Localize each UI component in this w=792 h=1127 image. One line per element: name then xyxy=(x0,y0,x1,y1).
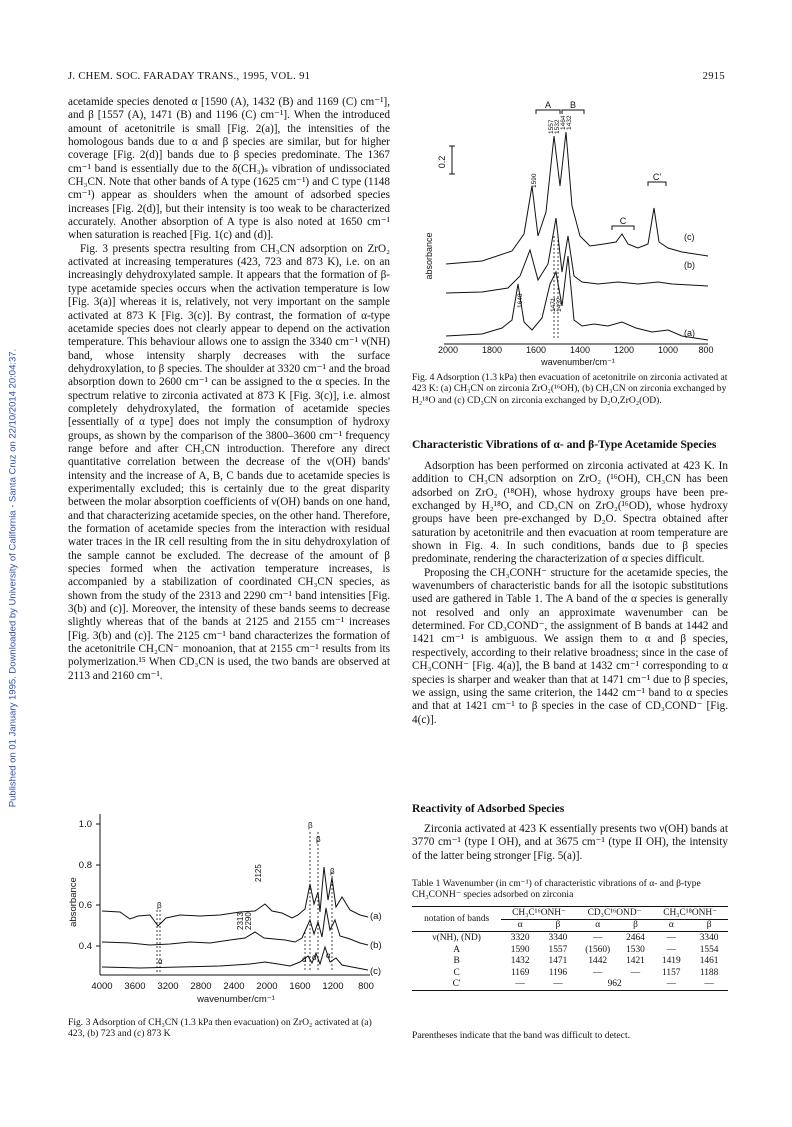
download-watermark-text: Published on 01 January 1995. Downloaded by University of California - Santa Cruz on 22/10/2014 20:04:37. xyxy=(7,348,19,808)
table-1 xyxy=(412,906,728,991)
y-axis-label: absorbance xyxy=(424,232,434,280)
table-row-label: B xyxy=(453,956,460,967)
table-cell: 1530 xyxy=(626,944,645,955)
section-heading: Reactivity of Adsorbed Species xyxy=(412,802,565,815)
figure-3-plot xyxy=(60,812,390,1024)
x-tick-label: 2400 xyxy=(223,981,245,992)
table-group-header: CH₃C¹⁸ONH⁻ xyxy=(652,907,728,920)
greek-label: β xyxy=(157,901,162,910)
table-row-header: notation of bands xyxy=(412,907,501,932)
table-cell: 1442 xyxy=(588,956,608,967)
x-tick-label: 1000 xyxy=(657,345,679,355)
table-cell: 1590 xyxy=(510,944,530,955)
page-number: 2915 xyxy=(702,71,725,82)
x-tick-label: 1800 xyxy=(481,345,503,355)
table-row-label: C' xyxy=(452,979,461,990)
table-1-caption: Table 1 Wavenumber (in cm⁻¹) of characteristic vibrations of α- and β-type CH₃CONH⁻ species adsorbed on zirconia xyxy=(412,878,701,901)
band-group-label: B xyxy=(569,100,577,110)
x-tick-label: 4000 xyxy=(91,981,113,992)
y-tick-label: 0.8 xyxy=(78,860,92,871)
band-label: 2313 xyxy=(236,912,245,930)
x-tick-label: 2000 xyxy=(256,981,278,992)
table-cell: 3340 xyxy=(548,932,568,943)
table-cell: — xyxy=(666,932,676,943)
running-head: J. CHEM. SOC. FARADAY TRANS., 1995, VOL. 91 xyxy=(68,71,311,82)
table-body xyxy=(412,932,728,991)
table-subheader: α xyxy=(668,920,674,931)
paragraph: Zirconia activated at 423 K essentially presents two ν(OH) bands at 3770 cm⁻¹ (type I OH), and at 3675 cm⁻¹ (type II OH), the intensity of the latter being stronger [Fig. 5(a)]. xyxy=(412,823,728,862)
table-cell: 2464 xyxy=(626,932,645,943)
table-1-footnote: Parentheses indicate that the band was difficult to detect. xyxy=(412,1030,631,1041)
table-cell: — xyxy=(593,967,603,978)
table-cell: (1560) xyxy=(585,944,611,955)
x-tick-label: 1600 xyxy=(289,981,311,992)
band-label: 1648 xyxy=(517,293,524,308)
y-tick-label: 0.4 xyxy=(78,941,92,952)
curve-label: (a) xyxy=(684,328,695,338)
table-row-label: C xyxy=(453,967,460,978)
table-group-header: CD₃C¹⁶OND⁻ xyxy=(577,907,653,920)
band-label: 1432 xyxy=(556,297,563,312)
curve-label: (c) xyxy=(684,232,695,242)
band-group-label: C' xyxy=(652,172,662,182)
band-label: 1557 xyxy=(548,119,555,134)
paragraph: Fig. 3 presents spectra resulting from CH₃CN adsorption on ZrO₂ activated at increasing temperatures (423, 723 and 873 K), i.e. on an increasingly dehydroxylated sample. It appears that the formation of β-type acetamide species occurs when the activation temperature is low [Fig. 3(a)] whereas it is, relatively, not very important on the sample activated at 873 K [Fig. 3(c)]. By contrast, the formation of α-type acetamide species does not clearly appear to depend on the activation temperature. This behaviour allows one to assign the 3340 cm⁻¹ ν(NH) band, whose intensity sharply decreases with the surface dehydroxylation, to β species. The shoulder at 3320 cm⁻¹ and the broad absorption down to 2600 cm⁻¹ can be assigned to the α species. In the spectrum relative to zirconia activated at 873 K [Fig. 3(c)], i.e. almost completely dehydroxylated, the formation of acetamide species [essentially of α type] does not imply the consumption of hydroxy groups, as shown by the comparison of the 3800–3600 cm⁻¹ frequency range before and after CH₃CN introduction. Therefore any direct quantitative correlation between the decrease of the ν(OH) bands' intensity and the increase of A, B, C bands due to acetamide species is experimentally excluded; this is certainly due to the great disparity between the molar absorption coefficients of ν(OH) bands on one hand, and that characterizing acetamide species, on the other hand. Therefore, the formation of acetamide species from the interaction with residual water traces in the IR cell resulting from the in situ dehydroxylation of the sample cannot be excluded. The decrease of the amount of β species formed when the activation temperature increases, is accompanied by a stabilization of coordinated CH₃CN species, as shown from the study of the 2313 and 2290 cm⁻¹ band intensities [Fig. 3(b) and (c)]. Moreover, the intensity of these bands seems to decrease slightly whereas that of the bands at 2125 and 2155 cm⁻¹ increases [Fig. 3(b) and (c)]. The 2125 cm⁻¹ band characterizes the formation of the acetonitrile CH₂CN⁻ monoanion, that at 2155 cm⁻¹ results from its polymerization.¹⁵ When CD₃CN is used, the two bands are observed at 2113 and 2160 cm⁻¹. xyxy=(68,242,390,682)
x-axis-label: wavenumber/cm⁻¹ xyxy=(197,994,275,1005)
table-cell: 1471 xyxy=(548,956,568,967)
table-cell: 1188 xyxy=(699,967,719,978)
band-label: 1464 xyxy=(560,115,567,130)
y-tick-label: 1.0 xyxy=(78,819,92,830)
left-column xyxy=(68,96,390,683)
table-row xyxy=(412,944,728,956)
scale-bar-label: 0.2 xyxy=(437,155,447,169)
x-tick-label: 3600 xyxy=(124,981,146,992)
figure-4 xyxy=(412,96,728,368)
figure-4-caption: Fig. 4 Adsorption (1.3 kPa) then evacuation of acetonitrile on zirconia activated at 423 K: (a) CH₃CN on zirconia ZrO₂(¹⁶OH), (b) CH₃CN on zirconia exchanged by H₂¹⁸O and (c) CD₃CN on zirconia exchanged by D₂O,ZrO₂(OD). xyxy=(412,372,728,406)
table-cell: — xyxy=(515,979,525,990)
greek-label: β xyxy=(316,835,321,844)
table-cell: 1421 xyxy=(626,956,645,967)
greek-label: α xyxy=(312,953,317,962)
curve-label: (b) xyxy=(684,260,695,270)
x-tick-label: 800 xyxy=(358,981,374,992)
band-label: 1532 xyxy=(554,119,561,134)
band-group-label: A xyxy=(544,100,552,110)
greek-label: α xyxy=(326,951,331,960)
x-tick-label: 2800 xyxy=(190,981,212,992)
band-group-label: C xyxy=(619,216,627,226)
section-heading: Characteristic Vibrations of α- and β-Type Acetamide Species xyxy=(412,438,717,451)
table-cell: 1557 xyxy=(548,944,568,955)
greek-label: α xyxy=(158,957,163,966)
curve-label: (b) xyxy=(370,940,382,951)
table-cell: 1169 xyxy=(510,967,530,978)
paragraph: acetamide species denoted α [1590 (A), 1432 (B) and 1169 (C) cm⁻¹], and β [1557 (A), 1471 (B) and 1196 (C) cm⁻¹]. When the introduced amount of acetonitrile is small [Fig. 2(a)], the intensities of the homologous bands due to α and β species are similar, but for higher coverage [Fig. 2(d)] bands due to β species predominate. The 1367 cm⁻¹ band is essentially due to the δ(CH₃)ₛ vibration of undissociated CH₃CN. Note that other bands of A type (1625 cm⁻¹) and C type (1148 cm⁻¹) appear as shoulders when the amount of adsorbed species increases [Fig. 2(d)], but their intensity is too weak to be characterized accurately. Another absorption of A type is also noted at 1650 cm⁻¹ when saturation is reached [Fig. 1(c) and (d)]. xyxy=(68,96,390,242)
table-row xyxy=(412,932,728,944)
table-cell: 1157 xyxy=(662,967,681,978)
table-row xyxy=(412,967,728,979)
table-row xyxy=(412,955,728,967)
right-column-section-2 xyxy=(412,823,728,863)
x-tick-label: 800 xyxy=(698,345,714,355)
table-cell: 3340 xyxy=(699,932,719,943)
x-tick-label: 1600 xyxy=(525,345,547,355)
table-cell: 1196 xyxy=(548,967,568,978)
band-label: 1471 xyxy=(550,297,557,312)
figure-4-plot xyxy=(412,96,728,368)
table-row-label: ν(NH), (ND) xyxy=(432,932,481,943)
greek-label: β xyxy=(330,867,335,876)
figure-3-caption: Fig. 3 Adsorption of CH₃CN (1.3 kPa then evacuation) on ZrO₂ activated at (a) 423, (b) 723 and (c) 873 K xyxy=(68,1017,372,1040)
band-label: 1432 xyxy=(566,115,573,130)
x-axis-label: wavenumber/cm⁻¹ xyxy=(541,357,615,367)
table-cell: — xyxy=(593,932,603,943)
curve-label: (a) xyxy=(370,911,382,922)
x-tick-label: 1400 xyxy=(569,345,591,355)
table-cell: — xyxy=(666,944,676,955)
table-subheader: β xyxy=(706,920,712,931)
download-watermark xyxy=(0,0,26,1127)
table-cell: — xyxy=(630,967,641,978)
x-tick-label: 1200 xyxy=(322,981,344,992)
table-group-header: CH₃C¹⁶ONH⁻ xyxy=(501,907,577,920)
greek-label: α xyxy=(302,955,307,964)
greek-label: β xyxy=(308,821,313,830)
table-cell: 1419 xyxy=(661,956,681,967)
paragraph: Adsorption has been performed on zirconia activated at 423 K. In addition to CH₃CN adsorption on ZrO₂ (¹⁶OH), CH₃CN has been adsorbed on ZrO₂ (¹⁸OH), whose hydroxy groups have been pre-exchanged by H₂¹⁸O, and CD₃CN on ZrO₂(¹⁶OD), whose hydroxy groups have been pre-exchanged by D₂O. Spectra obtained after saturation by acetonitrile and then evacuation at room temperature are shown in Fig. 4. In such conditions, bands due to β species predominate, rendering the characterization of α species difficult. xyxy=(412,460,728,566)
table-cell: — xyxy=(553,979,563,990)
table-cell: 3320 xyxy=(510,932,530,943)
table-subheader: β xyxy=(555,920,561,931)
right-column-section-1 xyxy=(412,460,728,727)
table-cell: 1432 xyxy=(510,956,530,967)
y-tick-label: 0.6 xyxy=(78,900,92,911)
curve-label: (c) xyxy=(370,966,382,977)
table-cell: 1461 xyxy=(699,956,719,967)
table-row-label: A xyxy=(453,944,461,955)
paragraph: Proposing the CH₃CONH⁻ structure for the acetamide species, the wavenumbers of characteristic bands for all the isotopic substitutions used are gathered in Table 1. The A band of the α species is generally not resolved and only an approximate wavenumber can be determined. For CD₃COND⁻, the assignment of B bands at 1442 and 1421 cm⁻¹ is ambiguous. We assign them to α and β species, respectively, according to their relative broadness; since in the case of CH₃CONH⁻ [Fig. 4(a)], the B band at 1432 cm⁻¹ corresponding to α species is sharper and weaker than that at 1471 cm⁻¹ due to β species, we assign, using the same criterion, the 1442 cm⁻¹ band to α species and that at 1421 cm⁻¹ to β species in the case of CD₃COND⁻ [Fig. 4(c)]. xyxy=(412,566,728,726)
figure-3 xyxy=(60,812,390,1024)
table-subheader: β xyxy=(633,920,638,931)
x-tick-label: 3200 xyxy=(157,981,179,992)
x-tick-label: 2000 xyxy=(437,345,459,355)
band-label: 1590 xyxy=(531,173,538,188)
band-label: 2125 xyxy=(254,864,263,882)
table-row xyxy=(412,979,728,991)
table-subheader: α xyxy=(517,920,523,931)
y-axis-label: absorbance xyxy=(68,877,79,927)
band-label: 2290 xyxy=(244,912,253,930)
x-tick-label: 1200 xyxy=(613,345,635,355)
table-cell: 962 xyxy=(607,979,622,990)
table-cell: — xyxy=(666,979,676,990)
table-cell: — xyxy=(704,979,714,990)
table-cell: 1554 xyxy=(699,944,719,955)
table-subheader: α xyxy=(595,920,601,931)
